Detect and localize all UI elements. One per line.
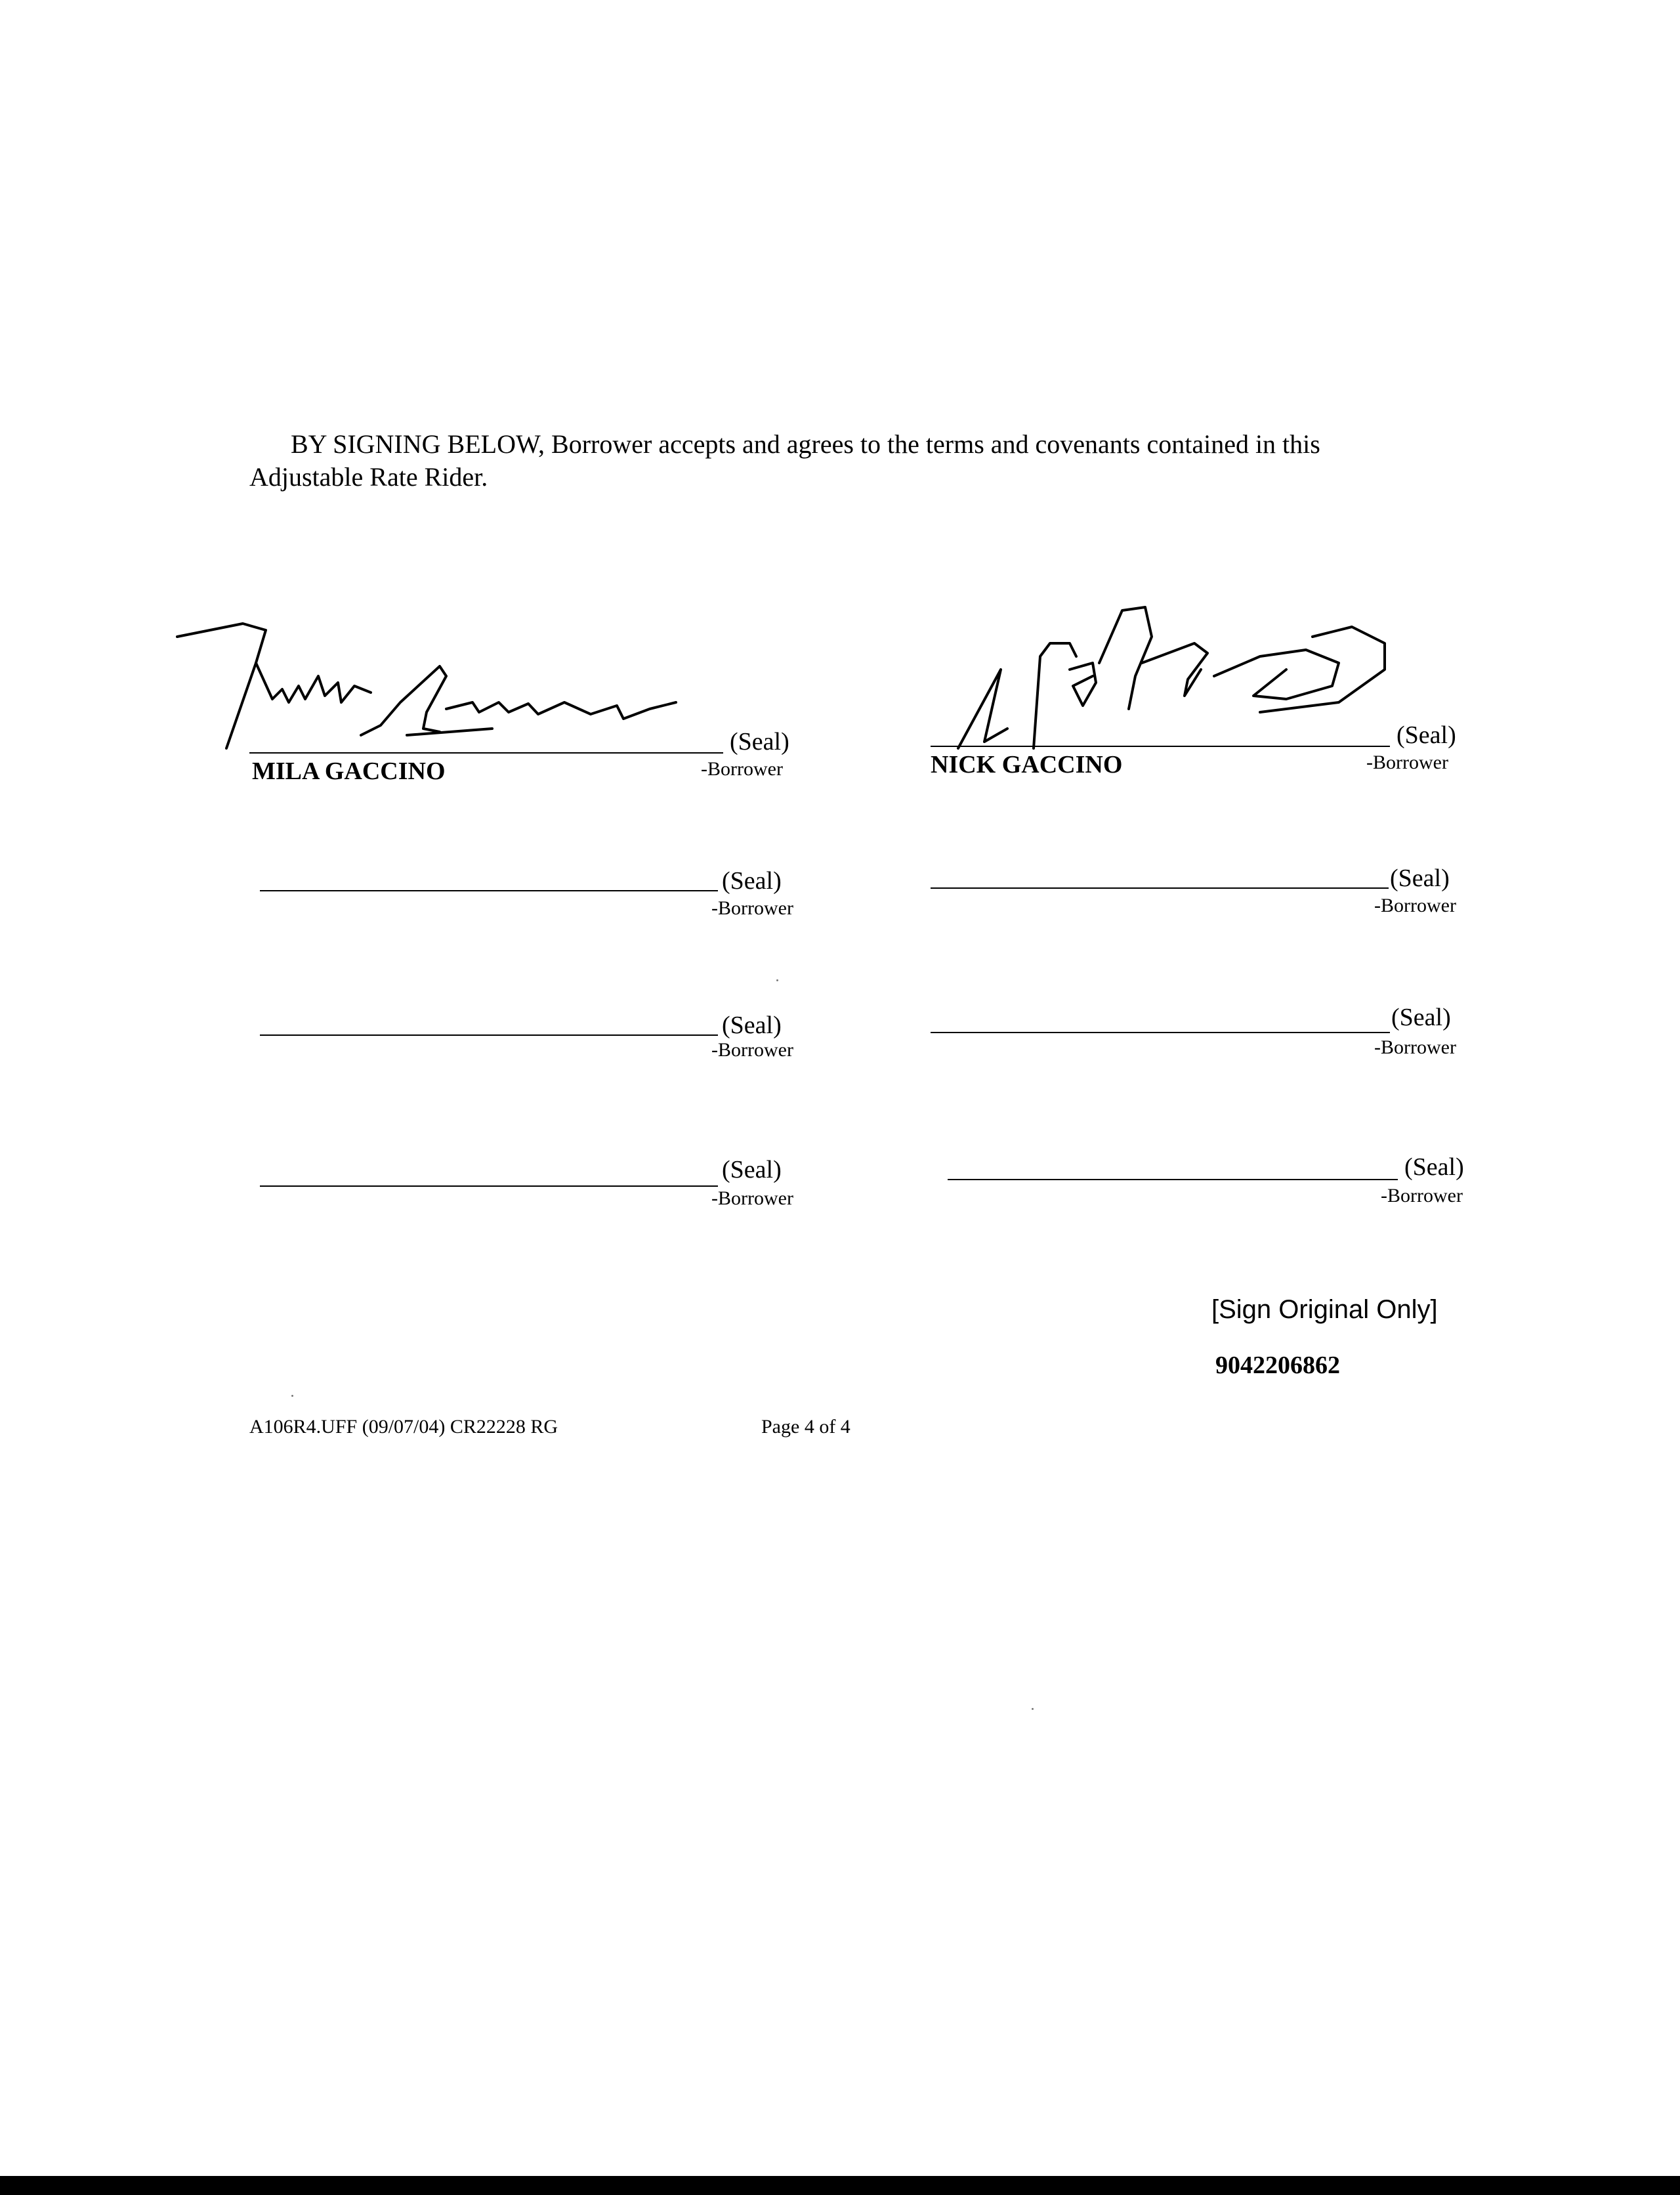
blank-seal-label-6: (Seal) [1404,1153,1464,1181]
intro-line-1: BY SIGNING BELOW, Borrower accepts and agrees to the terms and covenants contained in this [291,429,1320,459]
blank-borrower-label-4: -Borrower [1374,1036,1456,1058]
sign-original-only-note: [Sign Original Only] [1211,1295,1438,1324]
seal-label-nick: (Seal) [1396,721,1456,749]
blank-signature-line-2 [931,887,1389,889]
blank-borrower-label-2: -Borrower [1374,895,1456,916]
borrower-label-nick: -Borrower [1366,752,1448,773]
blank-seal-label-3: (Seal) [722,1012,782,1039]
blank-seal-label-4: (Seal) [1391,1004,1451,1031]
loan-number: 9042206862 [1215,1352,1340,1379]
borrower-label-mila: -Borrower [701,758,783,780]
blank-signature-line-6 [948,1179,1398,1180]
blank-seal-label-5: (Seal) [722,1156,782,1183]
intro-line-2: Adjustable Rate Rider. [249,462,488,492]
signature-mila-gaccino [164,604,722,775]
scan-speck [776,979,778,981]
scan-bottom-edge [0,2176,1680,2195]
signature-nick-gaccino [919,597,1431,768]
scan-speck [291,1395,293,1397]
footer-page-number: Page 4 of 4 [761,1416,850,1438]
scan-speck [1032,1708,1034,1710]
footer-form-id: A106R4.UFF (09/07/04) CR22228 RG [249,1416,558,1438]
blank-signature-line-5 [260,1185,718,1187]
blank-borrower-label-5: -Borrower [711,1187,793,1209]
seal-label-mila: (Seal) [730,728,789,756]
signature-line-nick [931,746,1390,747]
blank-borrower-label-3: -Borrower [711,1039,793,1061]
blank-seal-label-1: (Seal) [722,867,782,895]
signer-name-nick: NICK GACCINO [931,751,1123,778]
blank-borrower-label-6: -Borrower [1381,1185,1463,1206]
signature-line-mila [249,752,723,754]
blank-seal-label-2: (Seal) [1390,864,1450,892]
signer-name-mila: MILA GACCINO [252,757,446,785]
blank-signature-line-4 [931,1032,1390,1033]
blank-signature-line-1 [260,890,718,891]
blank-signature-line-3 [260,1034,718,1036]
blank-borrower-label-1: -Borrower [711,897,793,919]
